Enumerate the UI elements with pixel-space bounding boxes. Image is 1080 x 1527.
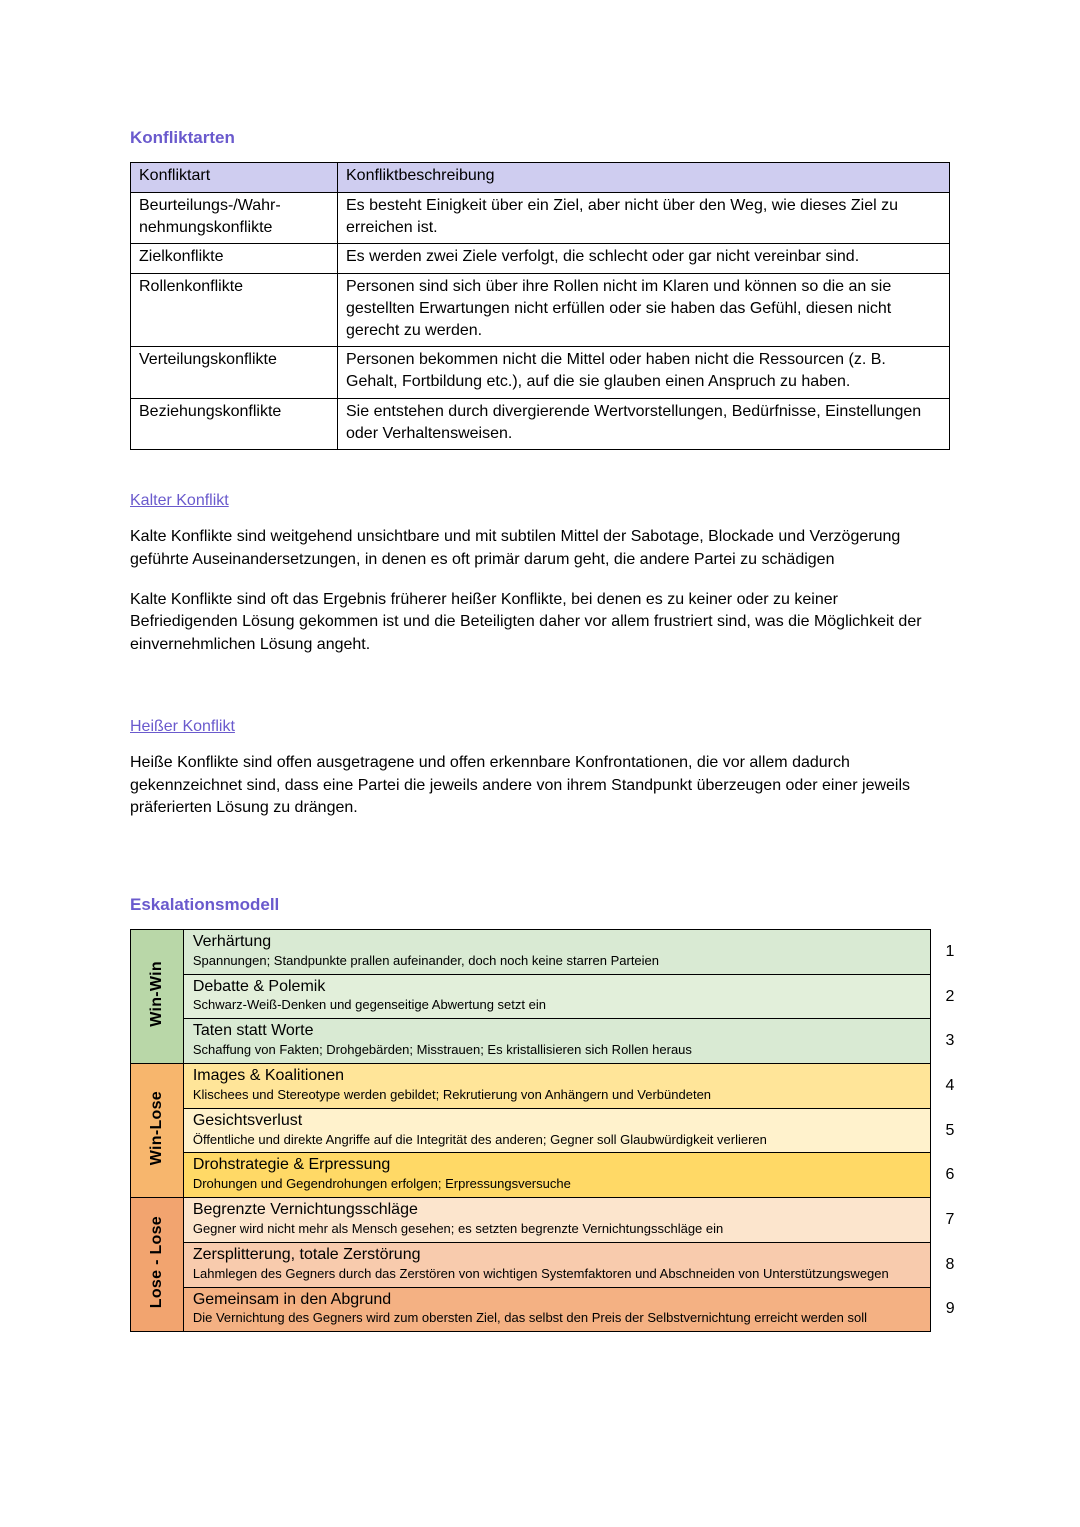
table-row [131, 347, 950, 399]
table-row [131, 192, 950, 244]
cell-beschreibung: Personen bekommen nicht die Mittel oder haben nicht die Ressourcen (z. B. Gehalt, Fortbildung etc.), auf die sie glauben einen Anspruch zu haben. [338, 347, 950, 399]
paragraph: Kalte Konflikte sind oft das Ergebnis früherer heißer Konflikte, bei denen es zu keiner oder zu keiner Befriedigenden Lösung gekommen ist und die Beteiligten daher vor allem frustriert sind, was die Möglichkeit der einvernehmlichen Lösung angeht. [130, 590, 922, 654]
stage-description: Schaffung von Fakten; Drohgebärden; Misstrauen; Es kristallisieren sich Rollen heraus [192, 1042, 692, 1058]
stage-title: Debatte & Polemik [192, 977, 326, 995]
stage-cell [183, 1287, 930, 1332]
stage-cell [183, 930, 930, 975]
group-cell-win-lose [131, 1064, 184, 1198]
stage-description: Klischees und Stereotype werden gebildet; Rekrutierung von Anhängern und Verbündeten [192, 1086, 712, 1102]
stage-title: Verhärtung [192, 933, 272, 950]
section-title-eskalationsmodell: Eskalationsmodell [130, 895, 280, 914]
table-row [131, 274, 950, 347]
cell-beschreibung: Sie entstehen durch divergierende Wertvorstellungen, Bedürfnisse, Einstellungen oder Verhaltensweisen. [338, 398, 950, 450]
stage-row [131, 1242, 970, 1287]
group-label-win-lose: Win-Lose [147, 1090, 165, 1166]
cell-beschreibung: Personen sind sich über ihre Rollen nicht im Klaren und können so die an sie gestellten Erwartungen nicht erfüllen oder sie haben das Gefühl, diesen nicht gerecht zu werden. [338, 274, 950, 347]
stage-title: Drohstrategie & Erpressung [192, 1156, 391, 1174]
stage-row [131, 1198, 970, 1243]
cell-konfliktart: Beurteilungs-/Wahr-nehmungskonflikte [131, 192, 338, 244]
table-row [131, 398, 950, 450]
spacer [130, 674, 970, 718]
spacer [130, 837, 970, 895]
stage-number: 7 [930, 1198, 969, 1243]
stage-description: Öffentliche und direkte Angriffe auf die Integrität des anderen; Gegner soll Glaubwürdigkeit verlieren [192, 1131, 767, 1147]
cell-konfliktart: Beziehungskonflikte [131, 398, 338, 450]
stage-row [131, 1153, 970, 1198]
stage-title: Taten statt Worte [192, 1022, 314, 1040]
stage-cell [183, 1198, 930, 1243]
stage-cell [183, 1019, 930, 1064]
cell-konfliktart: Verteilungskonflikte [131, 347, 338, 399]
stage-description: Schwarz-Weiß-Denken und gegenseitige Abwertung setzt ein [192, 997, 546, 1013]
group-cell-lose-lose [131, 1198, 184, 1332]
stage-row [131, 1064, 970, 1109]
eskalationsmodell [130, 929, 970, 1332]
stage-description: Drohungen und Gegendrohungen erfolgen; Erpressungsversuche [192, 1176, 571, 1192]
cell-konfliktart: Zielkonflikte [131, 244, 338, 274]
stage-cell [183, 1064, 930, 1109]
stage-cell [183, 1153, 930, 1198]
stage-cell [183, 1242, 930, 1287]
stage-row [131, 930, 970, 975]
stage-description: Lahmlegen des Gegners durch das Zerstören von wichtigen Systemfaktoren und Abschneiden von Unterstützungswegen [192, 1265, 889, 1281]
column-header-konfliktart: Konfliktart [131, 163, 338, 193]
paragraph: Kalte Konflikte sind weitgehend unsichtbare und mit subtilen Mittel der Sabotage, Blockade und Verzögerung geführte Auseinandersetzungen, in denen es oft primär darum geht, die andere Partei zu schädigen [130, 528, 901, 568]
stage-row [131, 1019, 970, 1064]
group-label-win-win: Win-Win [147, 961, 165, 1027]
stage-description: Die Vernichtung des Gegners wird zum obersten Ziel, das selbst den Preis der Selbstvernichtung erreicht werden soll [192, 1310, 867, 1326]
stage-row [131, 1108, 970, 1153]
stage-title: Zersplitterung, totale Zerstörung [192, 1245, 421, 1263]
stage-title: Gemeinsam in den Abgrund [192, 1290, 392, 1308]
konfliktarten-header-row [131, 163, 950, 193]
cell-beschreibung: Es werden zwei Ziele verfolgt, die schlecht oder gar nicht vereinbar sind. [338, 244, 950, 274]
stage-title: Images & Koalitionen [192, 1067, 345, 1085]
link-heisser-konflikt[interactable]: Heißer Konflikt [130, 717, 235, 735]
stage-number: 8 [930, 1242, 969, 1287]
stage-number: 4 [930, 1064, 969, 1109]
group-cell-win-win [131, 930, 184, 1064]
stage-title: Gesichtsverlust [192, 1111, 303, 1129]
stage-description: Gegner wird nicht mehr als Mensch gesehen; es setzten begrenzte Vernichtungsschläge ein [192, 1220, 724, 1236]
stage-number: 6 [930, 1153, 969, 1198]
table-row [131, 244, 950, 274]
cell-beschreibung: Es besteht Einigkeit über ein Ziel, aber nicht über den Weg, wie dieses Ziel zu erreichen ist. [338, 192, 950, 244]
stage-title: Begrenzte Vernichtungsschläge [192, 1201, 418, 1219]
stage-row [131, 974, 970, 1019]
column-header-konfliktbeschreibung: Konfliktbeschreibung [338, 163, 950, 193]
section-title-konfliktarten: Konfliktarten [130, 128, 235, 147]
eskalationsmodell-table [130, 929, 970, 1332]
stage-number: 1 [930, 930, 969, 975]
stage-number: 9 [930, 1287, 969, 1332]
stage-number: 5 [930, 1108, 969, 1153]
konfliktarten-table [130, 162, 950, 450]
stage-cell [183, 974, 930, 1019]
stage-description: Spannungen; Standpunkte prallen aufeinander, doch noch keine starren Parteien [192, 952, 660, 968]
stage-cell [183, 1108, 930, 1153]
group-label-lose-lose: Lose - Lose [147, 1216, 165, 1309]
stage-row [131, 1287, 970, 1332]
cell-konfliktart: Rollenkonflikte [131, 274, 338, 347]
link-kalter-konflikt[interactable]: Kalter Konflikt [130, 492, 229, 510]
stage-number: 3 [930, 1019, 969, 1064]
stage-number: 2 [930, 974, 969, 1019]
paragraph: Heiße Konflikte sind offen ausgetragene und offen erkennbare Konfrontationen, die vor allem dadurch gekennzeichnet sind, dass eine Partei die jeweils andere von ihrem Standpunkt überzeugen oder einer jeweils präferierten Lösung zu drängen. [130, 753, 911, 817]
